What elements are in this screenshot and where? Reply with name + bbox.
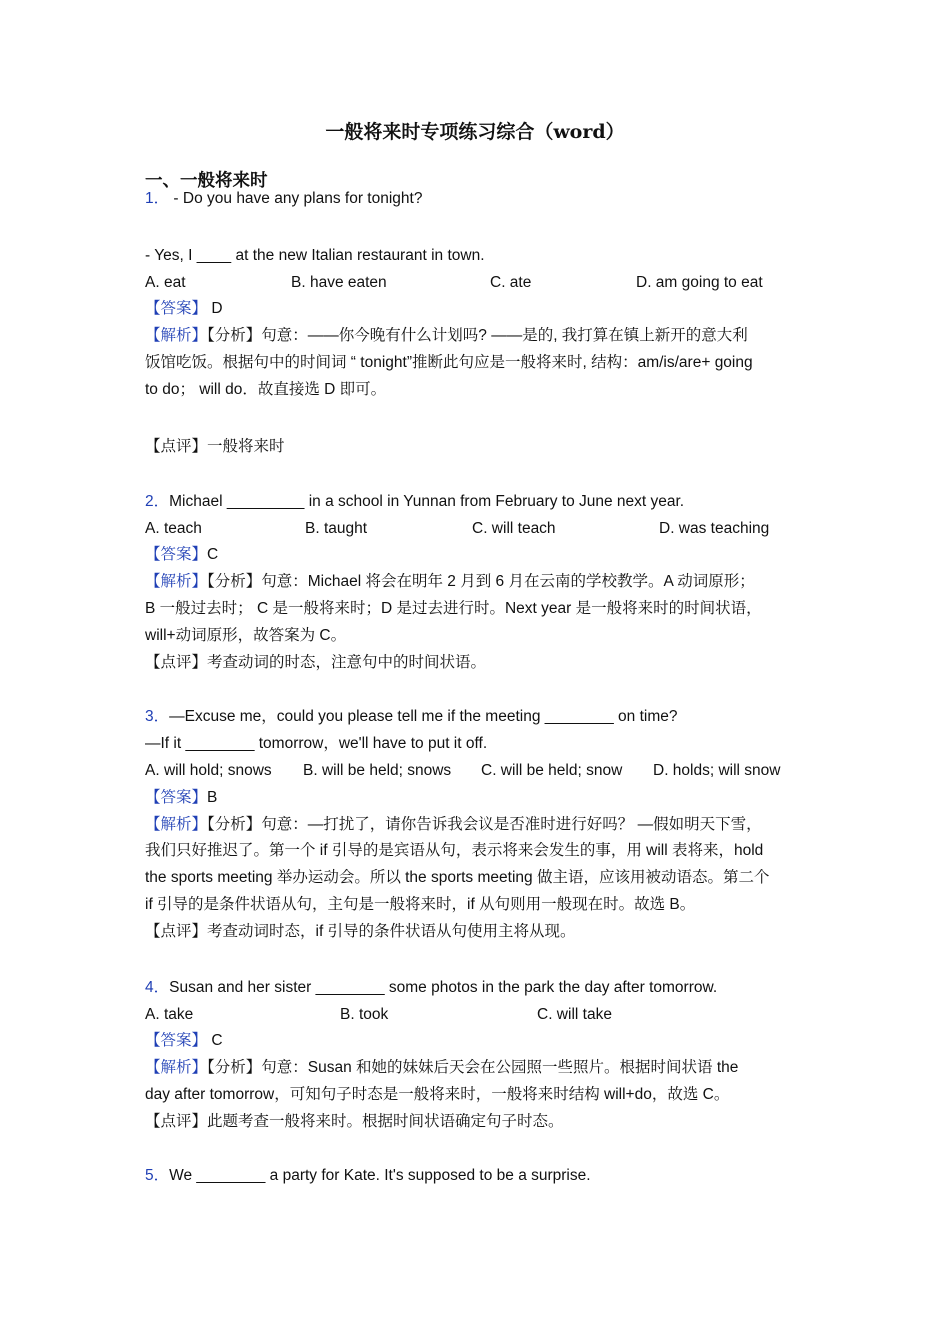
answer-line [145,298,223,320]
analysis-tag: 【解析】 [145,1059,208,1076]
analysis-text: 【分析】句意：——你今晚有什么计划吗? ——是的, 我打算在镇上新开的意大利 [207,327,748,344]
question-5-stem [145,1165,591,1187]
question-1-stem [145,188,422,210]
option-d: D. was teaching [659,520,770,537]
option-a: A. eat [145,274,186,291]
analysis-text: 【分析】句意：Michael 将会在明年 2 月到 6 月在云南的学校教学。A 动词原形； [207,573,755,590]
answer-value: C [207,546,219,563]
analysis-line [145,571,755,593]
question-text: —Excuse me，could you please tell me if the meeting ________ on time? [169,708,678,725]
option-a: A. take [145,1006,194,1023]
option-c: C. will take [537,1006,612,1023]
analysis-text: the sports meeting 举办运动会。所以 the sports meeting 做主语，应该用被动语态。第二个 [145,869,770,886]
option-b: B. will be held; snows [303,762,452,779]
option-a: A. will hold; snows [145,762,272,779]
question-number: 1． [145,190,170,207]
analysis-text: 【分析】句意：Susan 和她的妹妹后天会在公园照一些照片。根据时间状语 the [207,1059,739,1076]
question-text: Michael _________ in a school in Yunnan from February to June next year. [169,493,685,510]
option-c: C. will be held; snow [481,762,623,779]
comment-line: 【点评】一般将来时 [145,438,285,455]
question-number: 4． [145,979,170,996]
question-text: - Do you have any plans for tonight? [169,190,423,207]
option-b: B. have eaten [291,274,387,291]
comment-line: 【点评】考查动词的时态，注意句中的时间状语。 [145,654,487,671]
question-text: Susan and her sister ________ some photos in the park the day after tomorrow. [169,979,718,996]
comment-line: 【点评】此题考查一般将来时。根据时间状语确定句子时态。 [145,1113,564,1130]
comment-line: 【点评】考查动词时态，if 引导的条件状语从句使用主将从现。 [145,923,576,940]
analysis-tag: 【解析】 [145,327,208,344]
option-c: C. ate [490,274,532,291]
analysis-line [145,325,748,347]
option-d: D. holds; will snow [653,762,781,779]
option-b: B. taught [305,520,368,537]
section-heading: 一、一般将来时 [145,171,268,191]
question-3-stem [145,706,677,728]
analysis-text: will+动词原形，故答案为 C。 [145,627,347,644]
option-b: B. took [340,1006,389,1023]
question-2-stem [145,491,684,513]
analysis-text: B 一般过去时； C 是一般将来时；D 是过去进行时。Next year 是一般将来时的时间状语， [145,600,762,617]
analysis-line [145,1057,738,1079]
option-c: C. will teach [472,520,556,537]
analysis-text: day after tomorrow，可知句子时态是一般将来时，一般将来时结构 will+do，故选 C。 [145,1086,730,1103]
answer-tag: 【答案】 [145,300,208,317]
answer-tag: 【答案】 [145,546,208,563]
answer-value: D [207,300,223,317]
answer-tag: 【答案】 [145,789,208,806]
question-number: 5． [145,1167,170,1184]
option-d: D. am going to eat [636,274,763,291]
answer-line [145,1030,223,1052]
question-text: We ________ a party for Kate. It's supposed to be a surprise. [169,1167,591,1184]
question-1-reply: - Yes, I ____ at the new Italian restaurant in town. [145,247,485,264]
analysis-text: 饭馆吃饭。根据句中的时间词 “ tonight”推断此句应是一般将来时, 结构：am/is/are+ going [145,354,753,371]
analysis-text: 我们只好推迟了。第一个 if 引导的是宾语从句，表示将来会发生的事，用 will 表将来，hold [145,842,764,859]
answer-line [145,544,218,566]
question-4-stem [145,977,717,999]
analysis-text: 【分析】句意：—打扰了，请你告诉我会议是否准时进行好吗？ —假如明天下雪， [207,816,762,833]
analysis-text: if 引导的是条件状语从句，主句是一般将来时，if 从句则用一般现在时。故选 B。 [145,896,696,913]
answer-value: C [207,1032,223,1049]
analysis-tag: 【解析】 [145,816,208,833]
answer-tag: 【答案】 [145,1032,208,1049]
option-a: A. teach [145,520,202,537]
answer-line [145,787,217,809]
question-number: 3． [145,708,170,725]
question-3-reply: —If it ________ tomorrow，we'll have to put it off. [145,735,488,752]
analysis-line [145,814,762,836]
answer-value: B [207,789,218,806]
question-number: 2． [145,493,170,510]
analysis-text: to do； will do．故直接选 D 即可。 [145,381,387,398]
page-title: 一般将来时专项练习综合（word） [325,121,625,143]
analysis-tag: 【解析】 [145,573,208,590]
